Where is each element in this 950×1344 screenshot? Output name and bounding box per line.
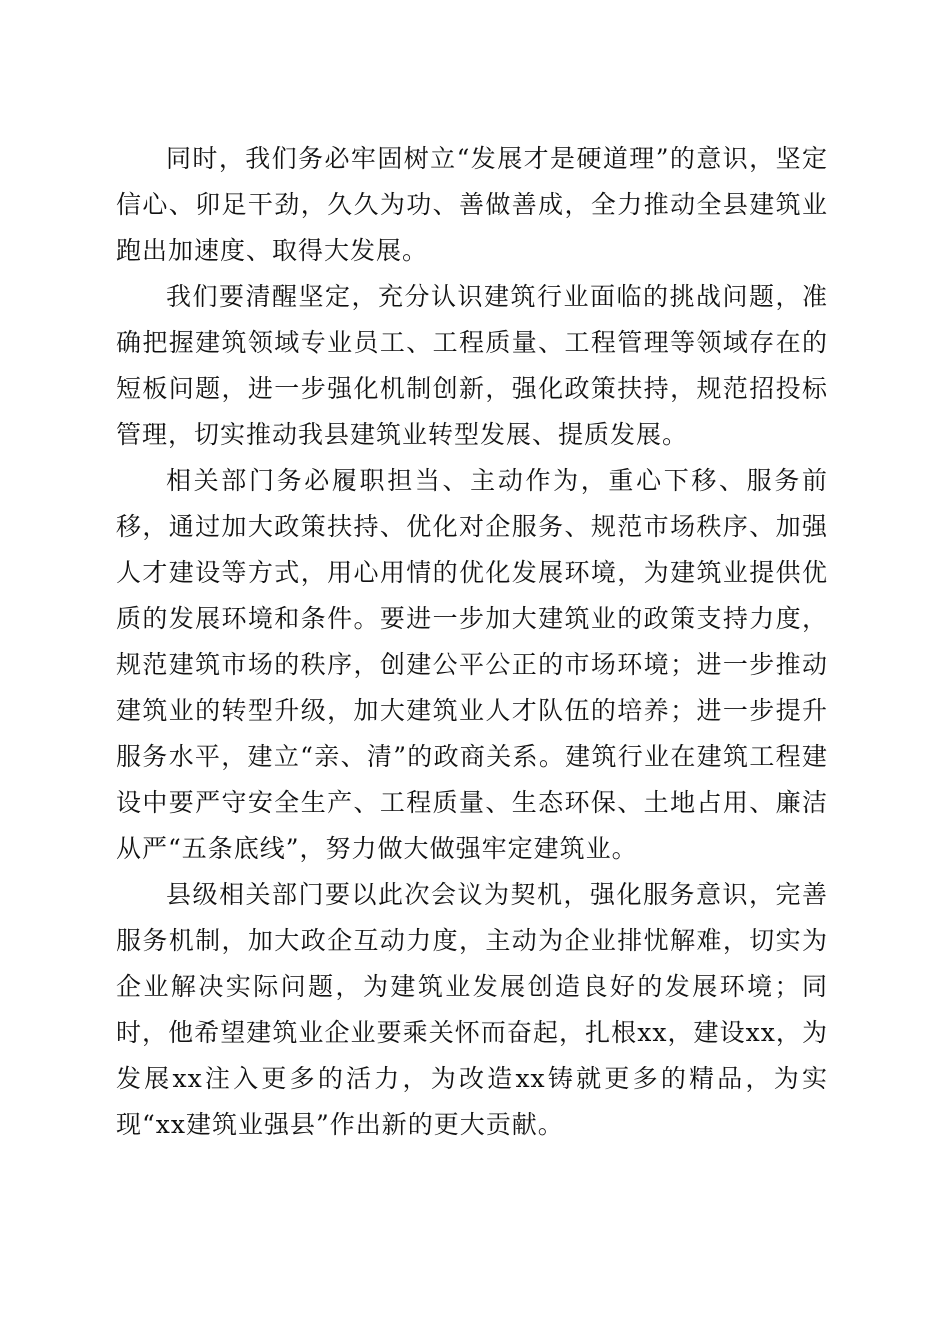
paragraph-2: 我们要清醒坚定，充分认识建筑行业面临的挑战问题，准确把握建筑领域专业员工、工程质量、工程管理等领域存在的短板问题，进一步强化机制创新，强化政策扶持，规范招投标管理，切实推动我县建筑业转型发展、提质发展。 [116, 282, 828, 449]
paragraph-1: 同时，我们务必牢固树立“发展才是硬道理”的意识，坚定信心、卯足干劲，久久为功、善做善成，全力推动全县建筑业跑出加速度、取得大发展。 [116, 144, 828, 265]
paragraph-3: 相关部门务必履职担当、主动作为，重心下移、服务前移，通过加大政策扶持、优化对企服务、规范市场秩序、加强人才建设等方式，用心用情的优化发展环境，为建筑业提供优质的发展环境和条件。要进一步加大建筑业的政策支持力度，规范建筑市场的秩序，创建公平公正的市场环境；进一步推动建筑业的转型升级，加大建筑业人才队伍的培养；进一步提升服务水平，建立“亲、清”的政商关系。建筑行业在建筑工程建设中要严守安全生产、工程质量、生态环保、土地占用、廉洁从严“五条底线”，努力做大做强牢定建筑业。 [116, 466, 828, 863]
paragraph-4: 县级相关部门要以此次会议为契机，强化服务意识，完善服务机制，加大政企互动力度，主动为企业排忧解难，切实为企业解决实际问题，为建筑业发展创造良好的发展环境；同时，他希望建筑业企业要乘关怀而奋起，扎根xx，建设xx，为发展xx注入更多的活力，为改造xx铸就更多的精品，为实现“xx建筑业强县”作出新的更大贡献。 [116, 880, 828, 1139]
document-body [116, 136, 828, 1148]
